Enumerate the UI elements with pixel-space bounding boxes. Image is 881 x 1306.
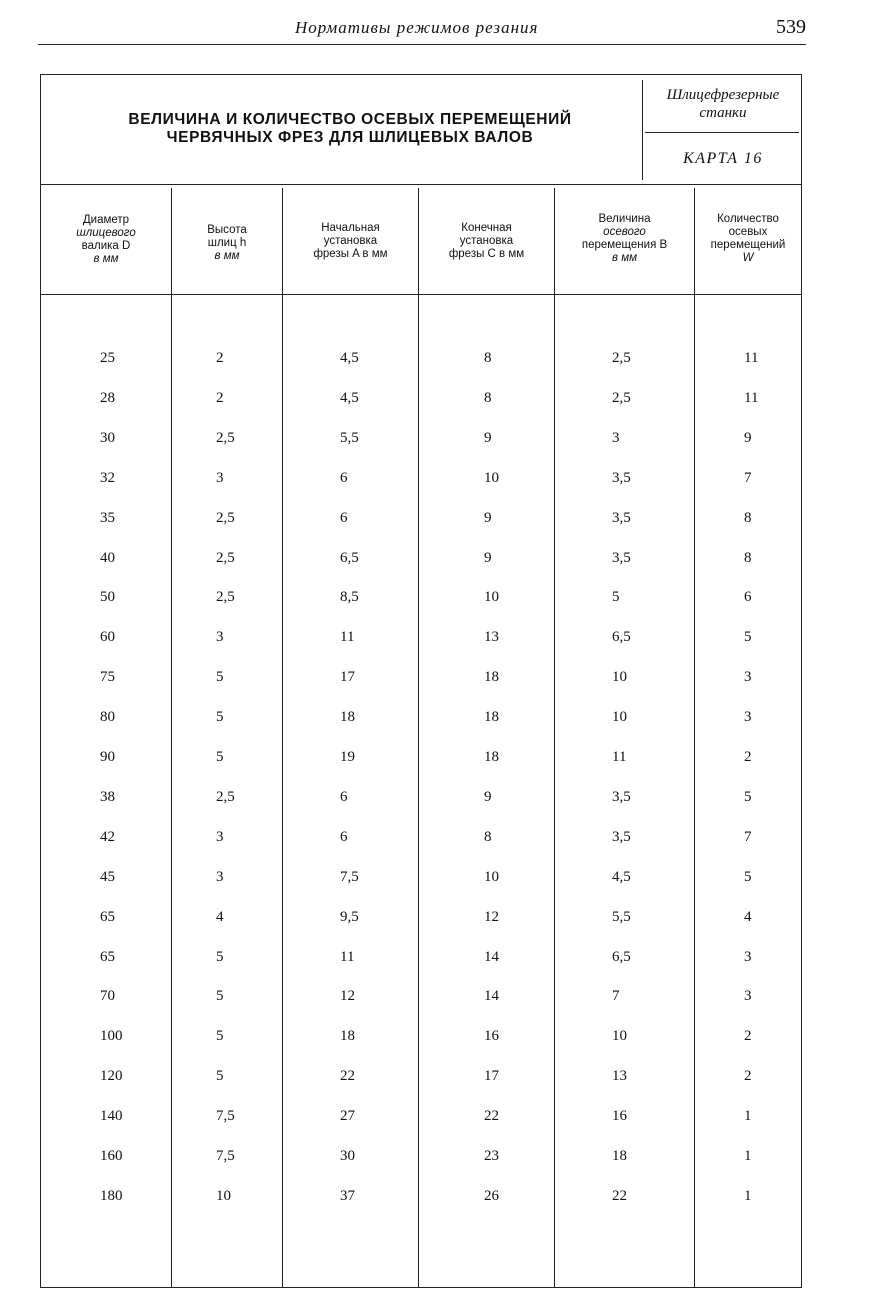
machine-card-divider bbox=[645, 132, 799, 133]
column-head-line: валика D bbox=[81, 240, 131, 252]
cell-shift: 16 bbox=[612, 1108, 627, 1125]
column-head-line: установка bbox=[323, 235, 378, 247]
cell-diameter: 32 bbox=[100, 469, 115, 486]
machine-type-line: станки bbox=[699, 105, 747, 121]
cell-height: 4 bbox=[216, 908, 224, 925]
cell-count: 2 bbox=[744, 1028, 752, 1045]
cell-end: 23 bbox=[484, 1148, 499, 1164]
cell-shift: 3,5 bbox=[612, 828, 631, 845]
cell-count: 8 bbox=[744, 509, 752, 526]
cell-end: 26 bbox=[484, 1187, 499, 1204]
cell-end: 18 bbox=[484, 749, 499, 765]
cell-count: 2 bbox=[744, 749, 752, 765]
card-number: КАРТА 16 bbox=[683, 150, 763, 167]
cell-diameter: 40 bbox=[100, 549, 115, 566]
cell-height: 2 bbox=[216, 389, 224, 406]
cell-count: 3 bbox=[744, 709, 752, 726]
cell-start: 19 bbox=[340, 749, 355, 765]
cell-count: 8 bbox=[744, 549, 752, 566]
cell-count: 5 bbox=[744, 868, 752, 885]
cell-end: 14 bbox=[484, 948, 499, 965]
cell-diameter: 140 bbox=[100, 1108, 123, 1125]
cell-diameter: 42 bbox=[100, 828, 115, 845]
column-head-line: в мм bbox=[214, 250, 240, 262]
column-head-line: в мм bbox=[612, 252, 637, 264]
cell-height: 3 bbox=[216, 868, 224, 885]
cell-start: 7,5 bbox=[340, 868, 359, 885]
column-head-line: Количество bbox=[717, 213, 779, 225]
column-divider bbox=[282, 188, 283, 1288]
cell-end: 8 bbox=[484, 389, 492, 406]
cell-shift: 18 bbox=[612, 1148, 627, 1164]
column-head-line: шлицевого bbox=[76, 227, 136, 239]
column-head-line: Величина bbox=[598, 213, 651, 225]
cell-shift: 6,5 bbox=[612, 948, 631, 965]
column-head-line: Начальная bbox=[321, 222, 380, 234]
cell-shift: 10 bbox=[612, 669, 627, 686]
cell-diameter: 38 bbox=[100, 788, 115, 805]
running-head bbox=[0, 14, 881, 44]
cell-count: 9 bbox=[744, 429, 752, 446]
cell-diameter: 30 bbox=[100, 429, 115, 446]
column-head-line: фрезы A в мм bbox=[313, 248, 388, 260]
cell-shift: 3,5 bbox=[612, 788, 631, 805]
cell-height: 5 bbox=[216, 988, 224, 1005]
cell-start: 6 bbox=[340, 788, 348, 805]
cell-end: 9 bbox=[484, 429, 492, 446]
column-head-line: W bbox=[742, 252, 754, 264]
cell-end: 18 bbox=[484, 709, 499, 726]
header-divider bbox=[642, 80, 643, 180]
cell-shift: 3,5 bbox=[612, 509, 631, 526]
cell-end: 10 bbox=[484, 868, 499, 885]
column-head-line: в мм bbox=[93, 253, 119, 265]
cell-height: 7,5 bbox=[216, 1108, 235, 1125]
cell-height: 5 bbox=[216, 948, 224, 965]
cell-diameter: 25 bbox=[100, 350, 115, 366]
cell-end: 8 bbox=[484, 350, 492, 366]
cell-start: 17 bbox=[340, 669, 355, 686]
cell-height: 5 bbox=[216, 1068, 224, 1085]
cell-start: 11 bbox=[340, 629, 355, 646]
cell-shift: 2,5 bbox=[612, 350, 631, 366]
cell-count: 3 bbox=[744, 669, 752, 686]
column-head-count bbox=[696, 213, 800, 265]
cell-start: 12 bbox=[340, 988, 355, 1005]
cell-height: 10 bbox=[216, 1187, 231, 1204]
machine-type bbox=[645, 86, 801, 122]
column-head-line: Конечная bbox=[461, 222, 512, 234]
cell-count: 3 bbox=[744, 988, 752, 1005]
cell-diameter: 90 bbox=[100, 749, 115, 765]
cell-end: 10 bbox=[484, 469, 499, 486]
cell-shift: 11 bbox=[612, 749, 627, 765]
cell-height: 2,5 bbox=[216, 509, 235, 526]
cell-end: 16 bbox=[484, 1028, 499, 1045]
cell-diameter: 75 bbox=[100, 669, 115, 686]
cell-diameter: 28 bbox=[100, 389, 115, 406]
cell-shift: 10 bbox=[612, 709, 627, 726]
cell-height: 2,5 bbox=[216, 589, 235, 606]
column-head-line: перемещения B bbox=[581, 239, 668, 251]
cell-count: 1 bbox=[744, 1108, 752, 1125]
cell-end: 9 bbox=[484, 788, 492, 805]
column-divider bbox=[554, 188, 555, 1288]
cell-shift: 3 bbox=[612, 429, 620, 446]
column-head-line: Диаметр bbox=[82, 214, 130, 226]
cell-height: 7,5 bbox=[216, 1148, 235, 1164]
cell-end: 14 bbox=[484, 988, 499, 1005]
card-title bbox=[60, 111, 640, 147]
cell-shift: 5,5 bbox=[612, 908, 631, 925]
cell-count: 11 bbox=[744, 350, 759, 366]
cell-end: 10 bbox=[484, 589, 499, 606]
cell-diameter: 100 bbox=[100, 1028, 123, 1045]
column-head-line: осевого bbox=[603, 226, 646, 238]
cell-shift: 7 bbox=[612, 988, 620, 1005]
cell-diameter: 180 bbox=[100, 1187, 123, 1204]
cell-end: 9 bbox=[484, 549, 492, 566]
cell-height: 5 bbox=[216, 669, 224, 686]
cell-count: 7 bbox=[744, 469, 752, 486]
cell-height: 5 bbox=[216, 749, 224, 765]
cell-start: 6 bbox=[340, 469, 348, 486]
cell-start: 18 bbox=[340, 1028, 355, 1045]
cell-start: 4,5 bbox=[340, 350, 359, 366]
column-head-line: установка bbox=[459, 235, 514, 247]
cell-shift: 5 bbox=[612, 589, 620, 606]
cell-shift: 3,5 bbox=[612, 469, 631, 486]
cell-shift: 2,5 bbox=[612, 389, 631, 406]
cell-diameter: 120 bbox=[100, 1068, 123, 1085]
column-head-line: Высота bbox=[207, 224, 247, 236]
column-divider bbox=[418, 188, 419, 1288]
cell-count: 2 bbox=[744, 1068, 752, 1085]
column-divider bbox=[171, 188, 172, 1288]
cell-height: 2,5 bbox=[216, 549, 235, 566]
cell-start: 6 bbox=[340, 509, 348, 526]
cell-start: 11 bbox=[340, 948, 355, 965]
column-heads-bottom-rule bbox=[40, 294, 802, 295]
cell-end: 9 bbox=[484, 509, 492, 526]
column-head-line: осевых bbox=[728, 226, 768, 238]
cell-diameter: 65 bbox=[100, 948, 115, 965]
cell-height: 3 bbox=[216, 469, 224, 486]
column-head-diameter bbox=[42, 214, 170, 266]
cell-count: 1 bbox=[744, 1187, 752, 1204]
cell-start: 6 bbox=[340, 828, 348, 845]
card-title-line: ЧЕРВЯЧНЫХ ФРЕЗ ДЛЯ ШЛИЦЕВЫХ ВАЛОВ bbox=[166, 129, 534, 146]
cell-end: 22 bbox=[484, 1108, 499, 1125]
cell-diameter: 60 bbox=[100, 629, 115, 646]
cell-shift: 22 bbox=[612, 1187, 627, 1204]
cell-end: 13 bbox=[484, 629, 499, 646]
cell-start: 6,5 bbox=[340, 549, 359, 566]
cell-height: 3 bbox=[216, 629, 224, 646]
cell-start: 22 bbox=[340, 1068, 355, 1085]
cell-diameter: 70 bbox=[100, 988, 115, 1005]
cell-end: 8 bbox=[484, 828, 492, 845]
column-head-shift bbox=[556, 213, 693, 265]
cell-count: 4 bbox=[744, 908, 752, 925]
column-head-line: фрезы C в мм bbox=[448, 248, 525, 260]
column-head-height bbox=[173, 224, 281, 263]
cell-diameter: 65 bbox=[100, 908, 115, 925]
cell-height: 5 bbox=[216, 709, 224, 726]
cell-diameter: 160 bbox=[100, 1148, 123, 1164]
cell-shift: 6,5 bbox=[612, 629, 631, 646]
cell-start: 4,5 bbox=[340, 389, 359, 406]
cell-diameter: 35 bbox=[100, 509, 115, 526]
cell-diameter: 50 bbox=[100, 589, 115, 606]
cell-count: 5 bbox=[744, 788, 752, 805]
cell-shift: 10 bbox=[612, 1028, 627, 1045]
header-rule bbox=[38, 44, 806, 45]
cell-start: 27 bbox=[340, 1108, 355, 1125]
cell-start: 8,5 bbox=[340, 589, 359, 606]
cell-end: 17 bbox=[484, 1068, 499, 1085]
cell-count: 11 bbox=[744, 389, 759, 406]
cell-count: 3 bbox=[744, 948, 752, 965]
cell-diameter: 45 bbox=[100, 868, 115, 885]
machine-type-line: Шлицефрезерные bbox=[666, 87, 780, 103]
cell-end: 18 bbox=[484, 669, 499, 686]
page-number: 539 bbox=[776, 16, 806, 38]
cell-height: 5 bbox=[216, 1028, 224, 1045]
cell-start: 9,5 bbox=[340, 908, 359, 925]
column-head-line: перемещений bbox=[710, 239, 786, 251]
cell-shift: 4,5 bbox=[612, 868, 631, 885]
running-title: Нормативы режимов резания bbox=[295, 18, 539, 37]
column-head-end bbox=[420, 222, 553, 261]
cell-count: 1 bbox=[744, 1148, 752, 1164]
header-bottom-rule bbox=[40, 184, 802, 185]
cell-height: 2 bbox=[216, 350, 224, 366]
cell-count: 6 bbox=[744, 589, 752, 606]
cell-height: 3 bbox=[216, 828, 224, 845]
cell-shift: 13 bbox=[612, 1068, 627, 1085]
card-title-line: ВЕЛИЧИНА И КОЛИЧЕСТВО ОСЕВЫХ ПЕРЕМЕЩЕНИЙ bbox=[128, 111, 572, 128]
cell-count: 5 bbox=[744, 629, 752, 646]
cell-start: 30 bbox=[340, 1148, 355, 1164]
cell-height: 2,5 bbox=[216, 429, 235, 446]
cell-end: 12 bbox=[484, 908, 499, 925]
cell-shift: 3,5 bbox=[612, 549, 631, 566]
cell-count: 7 bbox=[744, 828, 752, 845]
column-head-line: шлиц h bbox=[207, 237, 247, 249]
column-divider bbox=[694, 188, 695, 1288]
cell-start: 18 bbox=[340, 709, 355, 726]
cell-diameter: 80 bbox=[100, 709, 115, 726]
cell-start: 37 bbox=[340, 1187, 355, 1204]
column-head-start bbox=[284, 222, 417, 261]
cell-height: 2,5 bbox=[216, 788, 235, 805]
cell-start: 5,5 bbox=[340, 429, 359, 446]
